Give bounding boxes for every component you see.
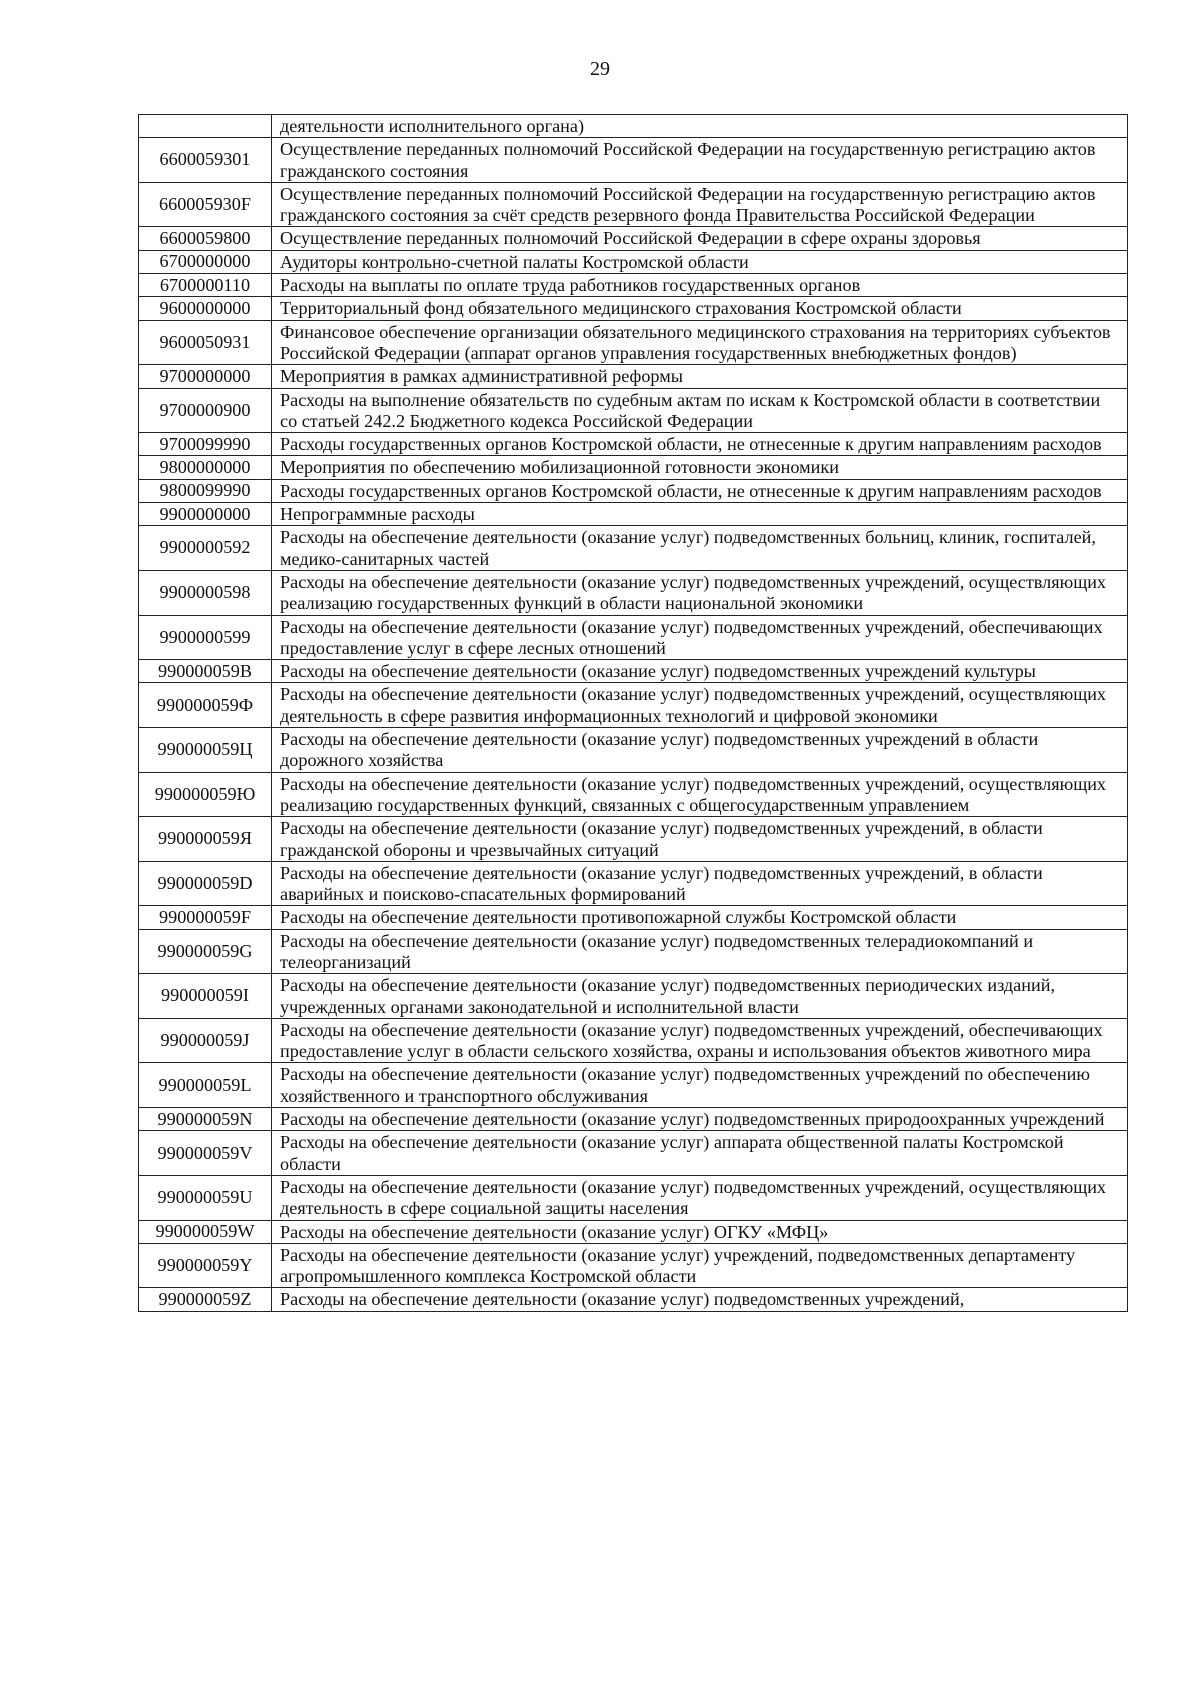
row-code: 990000059W — [139, 1220, 272, 1243]
table-row — [139, 1108, 1128, 1131]
table-row — [139, 772, 1128, 817]
row-description: Расходы на обеспечение деятельности (оказание услуг) подведомственных учреждений культуры — [272, 660, 1128, 683]
table-body — [139, 115, 1128, 1312]
row-code: 990000059В — [139, 660, 272, 683]
row-code: 990000059L — [139, 1063, 272, 1108]
row-code: 990000059N — [139, 1108, 272, 1131]
row-code: 990000059U — [139, 1175, 272, 1220]
table-row — [139, 817, 1128, 862]
row-code: 6600059800 — [139, 227, 272, 250]
table-row — [139, 570, 1128, 615]
table-row — [139, 388, 1128, 433]
row-code: 9600000000 — [139, 297, 272, 320]
row-description: Непрограммные расходы — [272, 503, 1128, 526]
table-row — [139, 1288, 1128, 1311]
row-description: Финансовое обеспечение организации обязательного медицинского страхования на территориях субъектов Российской Федерации (аппарат органов управления государственных внебюджетных фондов) — [272, 320, 1128, 365]
row-code: 990000059Z — [139, 1288, 272, 1311]
row-code: 9900000598 — [139, 570, 272, 615]
row-description: Мероприятия в рамках административной реформы — [272, 365, 1128, 388]
row-description: Расходы на обеспечение деятельности (оказание услуг) подведомственных учреждений, осуществляющих реализацию государственных функций, связанных с общегосударственным управлением — [272, 772, 1128, 817]
table-row — [139, 728, 1128, 773]
table-row — [139, 227, 1128, 250]
row-description: Расходы на обеспечение деятельности (оказание услуг) подведомственных учреждений, осуществляющих реализацию государственных функций в области национальной экономики — [272, 570, 1128, 615]
table-row — [139, 433, 1128, 456]
row-code: 990000059Ф — [139, 683, 272, 728]
table-row — [139, 456, 1128, 479]
row-description: Расходы на обеспечение деятельности (оказание услуг) подведомственных учреждений, в области аварийных и поисково-спасательных формирований — [272, 861, 1128, 906]
table-row — [139, 1018, 1128, 1063]
row-code: 9800099990 — [139, 479, 272, 502]
row-code: 990000059Ю — [139, 772, 272, 817]
table-row — [139, 683, 1128, 728]
row-description: Территориальный фонд обязательного медицинского страхования Костромской области — [272, 297, 1128, 320]
row-description: Расходы на обеспечение деятельности (оказание услуг) подведомственных учреждений в области дорожного хозяйства — [272, 728, 1128, 773]
row-code — [139, 115, 272, 138]
table-row — [139, 929, 1128, 974]
row-description: Расходы на обеспечение деятельности (оказание услуг) аппарата общественной палаты Костромской области — [272, 1131, 1128, 1176]
row-description: Расходы на обеспечение деятельности (оказание услуг) подведомственных природоохранных учреждений — [272, 1108, 1128, 1131]
row-description: Расходы на обеспечение деятельности противопожарной службы Костромской области — [272, 906, 1128, 929]
budget-codes-table — [138, 114, 1128, 1312]
table-row — [139, 906, 1128, 929]
row-description: Мероприятия по обеспечению мобилизационной готовности экономики — [272, 456, 1128, 479]
row-description: Расходы на обеспечение деятельности (оказание услуг) подведомственных телерадиокомпаний и телеорганизаций — [272, 929, 1128, 974]
row-code: 990000059Я — [139, 817, 272, 862]
page-number: 29 — [590, 58, 610, 80]
table-row — [139, 1063, 1128, 1108]
row-description: деятельности исполнительного органа) — [272, 115, 1128, 138]
table-row — [139, 974, 1128, 1019]
row-code: 9900000592 — [139, 526, 272, 571]
table-row — [139, 115, 1128, 138]
table-row — [139, 479, 1128, 502]
row-code: 990000059Ц — [139, 728, 272, 773]
row-code: 9700099990 — [139, 433, 272, 456]
table-row — [139, 615, 1128, 660]
row-description: Расходы государственных органов Костромской области, не отнесенные к другим направлениям расходов — [272, 479, 1128, 502]
table-row — [139, 320, 1128, 365]
row-description: Расходы на выполнение обязательств по судебным актам по искам к Костромской области в соответствии со статьей 242.2 Бюджетного кодекса Российской Федерации — [272, 388, 1128, 433]
row-code: 990000059I — [139, 974, 272, 1019]
row-code: 9800000000 — [139, 456, 272, 479]
row-code: 990000059Y — [139, 1243, 272, 1288]
row-code: 9700000000 — [139, 365, 272, 388]
table-row — [139, 1131, 1128, 1176]
row-description: Аудиторы контрольно-счетной палаты Костромской области — [272, 250, 1128, 273]
row-code: 660005930F — [139, 182, 272, 227]
table-row — [139, 660, 1128, 683]
row-description: Расходы на обеспечение деятельности (оказание услуг) подведомственных учреждений, обеспечивающих предоставление услуг в сфере лесных отношений — [272, 615, 1128, 660]
row-description: Расходы на обеспечение деятельности (оказание услуг) подведомственных учреждений по обеспечению хозяйственного и транспортного обслуживания — [272, 1063, 1128, 1108]
table-row — [139, 1220, 1128, 1243]
table-row — [139, 365, 1128, 388]
row-code: 990000059G — [139, 929, 272, 974]
row-code: 9900000000 — [139, 503, 272, 526]
row-description: Осуществление переданных полномочий Российской Федерации на государственную регистрацию актов гражданского состояния за счёт средств резервного фонда Правительства Российской Федерации — [272, 182, 1128, 227]
row-code: 990000059D — [139, 861, 272, 906]
row-description: Расходы на выплаты по оплате труда работников государственных органов — [272, 274, 1128, 297]
row-description: Расходы на обеспечение деятельности (оказание услуг) подведомственных учреждений, в области гражданской обороны и чрезвычайных ситуаций — [272, 817, 1128, 862]
row-description: Осуществление переданных полномочий Российской Федерации на государственную регистрацию актов гражданского состояния — [272, 138, 1128, 183]
table-row — [139, 503, 1128, 526]
row-description: Расходы на обеспечение деятельности (оказание услуг) подведомственных учреждений, — [272, 1288, 1128, 1311]
table-row — [139, 274, 1128, 297]
row-description: Расходы государственных органов Костромской области, не отнесенные к другим направлениям расходов — [272, 433, 1128, 456]
table-row — [139, 138, 1128, 183]
row-description: Расходы на обеспечение деятельности (оказание услуг) ОГКУ «МФЦ» — [272, 1220, 1128, 1243]
row-code: 990000059V — [139, 1131, 272, 1176]
table-row — [139, 861, 1128, 906]
table-row — [139, 526, 1128, 571]
row-description: Расходы на обеспечение деятельности (оказание услуг) учреждений, подведомственных департаменту агропромышленного комплекса Костромской области — [272, 1243, 1128, 1288]
row-code: 990000059F — [139, 906, 272, 929]
table-row — [139, 250, 1128, 273]
table-row — [139, 182, 1128, 227]
row-code: 6600059301 — [139, 138, 272, 183]
row-code: 9700000900 — [139, 388, 272, 433]
table-row — [139, 1243, 1128, 1288]
row-code: 6700000000 — [139, 250, 272, 273]
row-code: 9600050931 — [139, 320, 272, 365]
row-description: Расходы на обеспечение деятельности (оказание услуг) подведомственных учреждений, осуществляющих деятельность в сфере развития информационных технологий и цифровой экономики — [272, 683, 1128, 728]
row-code: 990000059J — [139, 1018, 272, 1063]
row-description: Расходы на обеспечение деятельности (оказание услуг) подведомственных учреждений, обеспечивающих предоставление услуг в области сельского хозяйства, охраны и использования объектов животного мира — [272, 1018, 1128, 1063]
row-description: Расходы на обеспечение деятельности (оказание услуг) подведомственных учреждений, осуществляющих деятельность в сфере социальной защиты населения — [272, 1175, 1128, 1220]
row-code: 9900000599 — [139, 615, 272, 660]
row-description: Расходы на обеспечение деятельности (оказание услуг) подведомственных больниц, клиник, госпиталей, медико-санитарных частей — [272, 526, 1128, 571]
row-description: Осуществление переданных полномочий Российской Федерации в сфере охраны здоровья — [272, 227, 1128, 250]
row-description: Расходы на обеспечение деятельности (оказание услуг) подведомственных периодических изданий, учрежденных органами законодательной и исполнительной власти — [272, 974, 1128, 1019]
table-row — [139, 297, 1128, 320]
table-row — [139, 1175, 1128, 1220]
row-code: 6700000110 — [139, 274, 272, 297]
